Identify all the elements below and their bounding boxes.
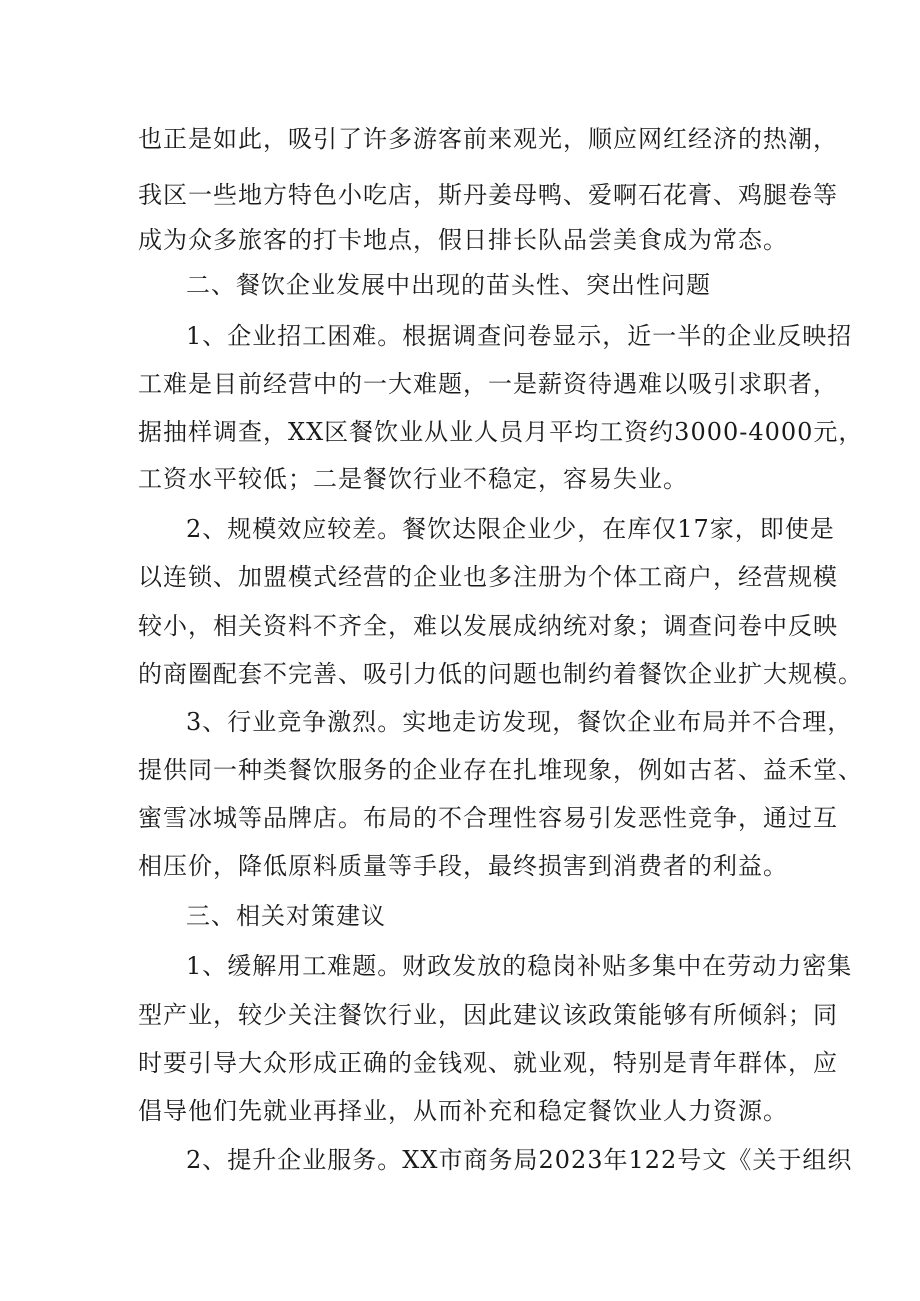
paragraph-first-line: 1、缓解用工难题。财政发放的稳岗补贴多集中在劳动力密集 [186,952,853,980]
text-line: 提供同一种类餐饮服务的企业存在扎堆现象，例如古茗、益禾堂、 [138,756,863,784]
text-line: 较小，相关资料不齐全，难以发展成纳统对象；调查问卷中反映 [138,612,838,640]
text-line: 倡导他们先就业再择业，从而补充和稳定餐饮业人力资源。 [138,1097,788,1125]
paragraph-first-line: 1、企业招工困难。根据调查问卷显示，近一半的企业反映招 [186,322,853,350]
text-line: 相压价，降低原料质量等手段，最终损害到消费者的利益。 [138,852,788,880]
paragraph-first-line: 2、提升企业服务。XX市商务局2023年122号文《关于组织 [186,1146,853,1174]
text-line: 也正是如此，吸引了许多游客前来观光，顺应网红经济的热潮， [138,125,838,153]
text-line: 以连锁、加盟模式经营的企业也多注册为个体工商户，经营规模 [138,563,838,591]
text-line: 我区一些地方特色小吃店，斯丹姜母鸭、爱啊石花膏、鸡腿卷等 [138,181,838,209]
text-line: 蜜雪冰城等品牌店。布局的不合理性容易引发恶性竞争，通过互 [138,804,838,832]
text-line: 工资水平较低；二是餐饮行业不稳定，容易失业。 [138,465,688,493]
text-line: 的商圈配套不完善、吸引力低的问题也制约着餐饮企业扩大规模。 [138,660,863,688]
text-line: 工难是目前经营中的一大难题，一是薪资待遇难以吸引求职者， [138,370,838,398]
paragraph-first-line: 2、规模效应较差。餐饮达限企业少，在库仅17家，即使是 [186,515,835,543]
text-line: 据抽样调查，XX区餐饮业从业人员月平均工资约3000-4000元， [138,418,864,446]
paragraph-first-line: 3、行业竞争激烈。实地走访发现，餐饮企业布局并不合理， [186,708,853,736]
text-line: 型产业，较少关注餐饮行业，因此建议该政策能够有所倾斜；同 [138,1001,838,1029]
section-heading: 二、餐饮企业发展中出现的苗头性、突出性问题 [186,271,711,299]
text-line: 时要引导大众形成正确的金钱观、就业观，特别是青年群体，应 [138,1049,838,1077]
text-line: 成为众多旅客的打卡地点，假日排长队品尝美食成为常态。 [138,226,788,254]
section-heading: 三、相关对策建议 [186,902,386,930]
